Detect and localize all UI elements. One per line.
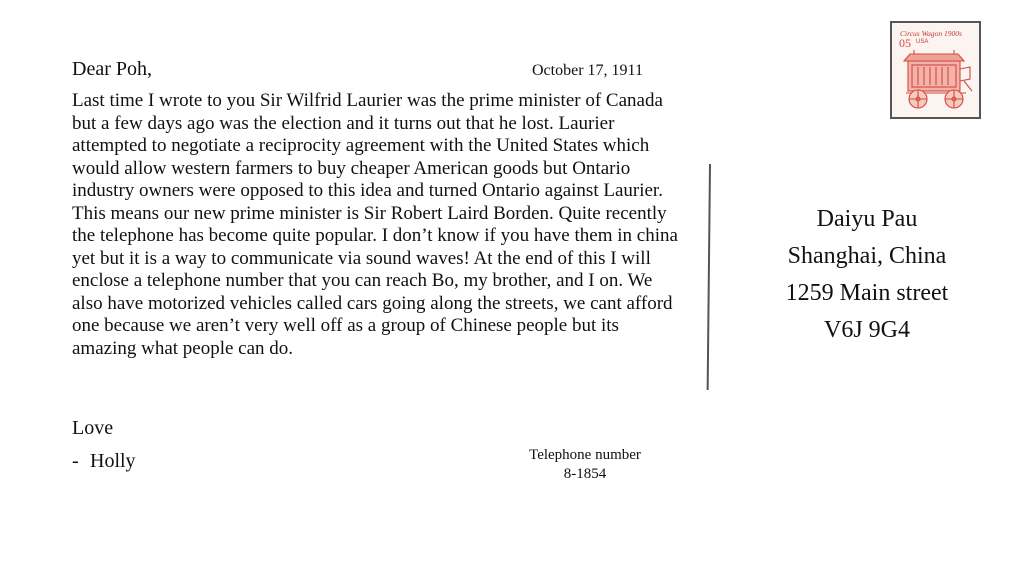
- telephone-label: Telephone number: [529, 447, 641, 463]
- circus-wagon-stamp-icon: [892, 23, 979, 117]
- stamp-caption: Circus Wagon 1900s: [900, 29, 962, 38]
- address-postal-code: V6J 9G4: [823, 317, 910, 343]
- postage-stamp: [890, 21, 981, 119]
- letter-greeting: Dear Poh,: [72, 58, 152, 80]
- address-street: 1259 Main street: [785, 280, 949, 306]
- address-name: Daiyu Pau: [816, 206, 918, 232]
- stamp-country: USA: [916, 39, 929, 45]
- telephone-number: 8-1854: [563, 466, 607, 482]
- signature-dash: -: [72, 450, 79, 472]
- letter-body: Last time I wrote to you Sir Wilfrid Laurier was the prime minister of Canada but a few days ago was the election and it turns out that he lost. Laurier attempted to negotiate a reciprocity agreement with the United States which would allow western farmers to buy cheaper American goods but Ontario industry owners were opposed to this idea and turned Ontario against Laurier. This means our new prime minister is Sir Robert Laird Borden. Quite recently the telephone has become quite popular. I don’t know if you have them in china yet but it is a way to communicate via sound waves! At the end of this I will enclose a telephone number that you can reach Bo, my brother, and I on. We also have motorized vehicles called cars going along the streets, we cant afford one because we aren’t very well off as a group of Chinese people but its amazing what people can do.: [72, 90, 678, 359]
- stamp-value: 05: [899, 36, 911, 50]
- telephone-note: [505, 446, 665, 484]
- letter-closing: Love: [72, 417, 114, 439]
- address-city: Shanghai, China: [787, 243, 947, 269]
- postcard-divider-line: [707, 164, 711, 390]
- signature-name: Holly: [90, 450, 136, 472]
- letter-date: October 17, 1911: [532, 62, 643, 79]
- letter-signature: [72, 449, 136, 473]
- recipient-address: [762, 201, 972, 349]
